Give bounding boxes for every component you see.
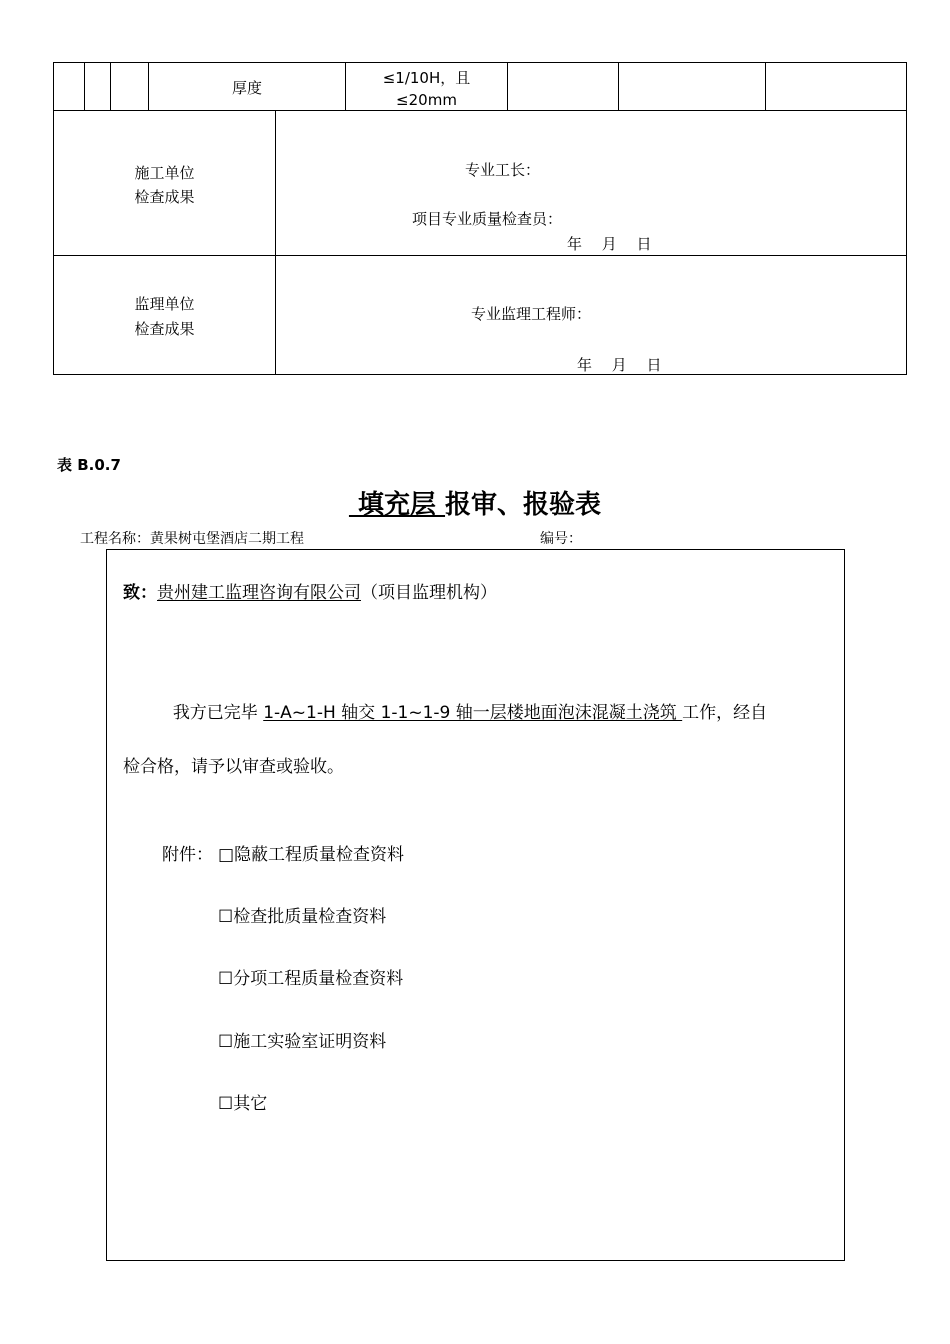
construction-label-cell xyxy=(53,110,276,256)
attachment-item: □隐蔽工程质量检查资料 xyxy=(218,845,405,865)
form-title xyxy=(0,484,950,521)
spec-cell xyxy=(345,62,508,111)
attachment-item: ☐检查批质量检查资料 xyxy=(218,907,387,927)
supervision-result-cell xyxy=(275,255,907,375)
table-cell xyxy=(618,62,766,111)
supervision-label-line-2: 检查成果 xyxy=(134,320,195,338)
body-line-2: 检合格，请予以审查或验收。 xyxy=(123,757,344,777)
item-name: 厚度 xyxy=(231,79,262,97)
body-prefix: 我方已完毕 xyxy=(172,703,264,723)
table-cell xyxy=(53,62,85,111)
table-number: 表 B.0.7 xyxy=(57,456,121,474)
supervision-engineer-label: 专业监理工程师： xyxy=(471,305,592,323)
construction-label-line-1: 施工单位 xyxy=(134,164,195,182)
construction-date: 年 月 日 xyxy=(567,235,652,253)
to-label: 致： xyxy=(123,583,157,603)
item-cell xyxy=(148,62,346,111)
quality-inspector-label: 项目专业质量检查员： xyxy=(412,210,563,228)
foreman-label: 专业工长： xyxy=(465,161,541,179)
table-cell xyxy=(84,62,111,111)
spec-line-2: ≤20mm xyxy=(396,91,457,109)
table-cell xyxy=(507,62,619,111)
supervision-org: 贵州建工监理咨询有限公司 xyxy=(157,583,361,603)
supervision-label-cell xyxy=(53,255,276,375)
attachment-item: ☐其它 xyxy=(218,1094,268,1114)
attachment-item: ☐分项工程质量检查资料 xyxy=(218,969,404,989)
body-suffix: 工作，经自 xyxy=(682,703,768,723)
supervision-date: 年 月 日 xyxy=(577,356,662,374)
form-box xyxy=(106,549,845,1261)
to-suffix: （项目监理机构） xyxy=(361,583,497,603)
spec-line-1: ≤1/10H，且 xyxy=(382,69,471,87)
addressee-line xyxy=(123,578,497,603)
form-title-rest: 报审、报验表 xyxy=(445,490,602,520)
attachment-item: ☐施工实验室证明资料 xyxy=(218,1032,387,1052)
table-cell xyxy=(765,62,907,111)
attachments-label: 附件： xyxy=(162,845,213,865)
form-title-subject: 填充层 xyxy=(348,490,446,520)
table-cell xyxy=(110,62,149,111)
supervision-label-line-1: 监理单位 xyxy=(134,295,195,313)
body-line-1 xyxy=(162,678,767,723)
work-description: 1-A~1-H 轴交 1-1~1-9 轴一层楼地面泡沫混凝土浇筑 xyxy=(263,703,683,723)
construction-label-line-2: 检查成果 xyxy=(134,188,195,206)
project-name: 工程名称：黄果树屯堡酒店二期工程 xyxy=(80,531,304,547)
construction-result-cell xyxy=(275,110,907,256)
form-number: 编号： xyxy=(540,531,582,547)
